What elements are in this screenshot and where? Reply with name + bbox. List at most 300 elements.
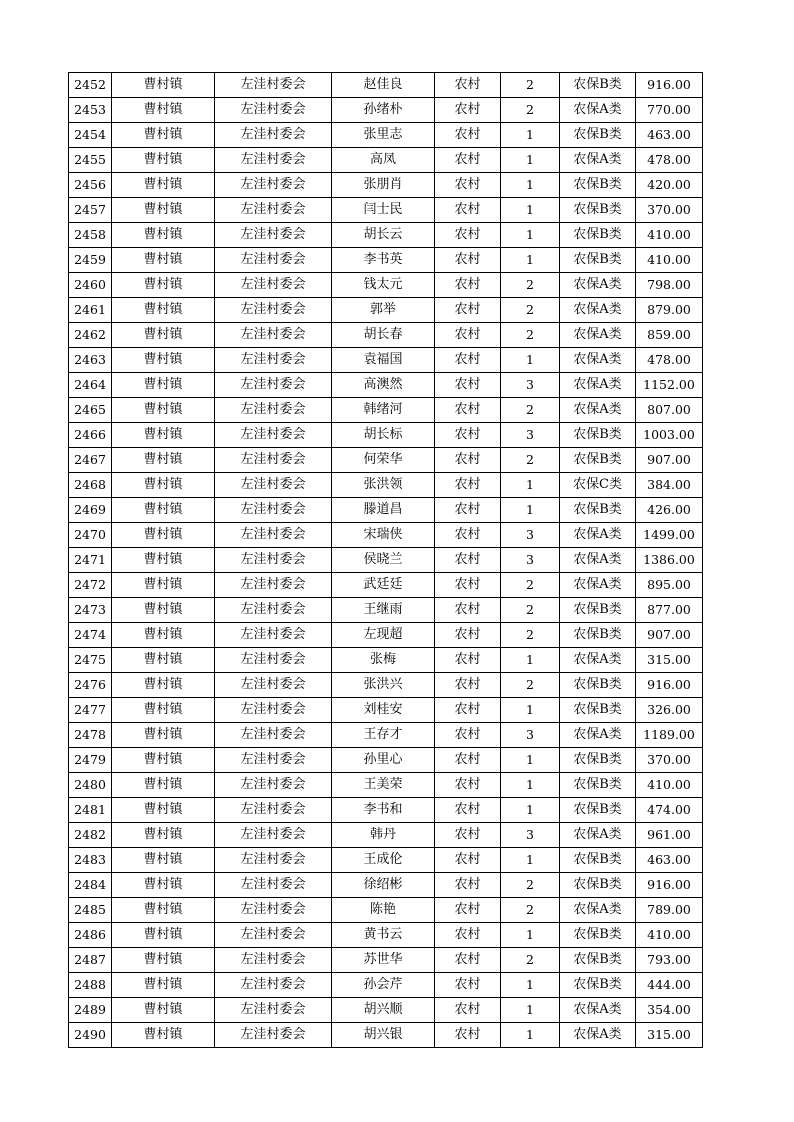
- serial-cell: 2473: [69, 598, 112, 623]
- household-size-cell: 2: [501, 398, 560, 423]
- area-type-cell: 农村: [435, 148, 501, 173]
- category-cell: 农保B类: [560, 973, 636, 998]
- amount-cell: 1003.00: [636, 423, 703, 448]
- village-committee-cell: 左洼村委会: [215, 73, 332, 98]
- amount-cell: 1499.00: [636, 523, 703, 548]
- serial-cell: 2454: [69, 123, 112, 148]
- table-row: [69, 848, 703, 873]
- area-type-cell: 农村: [435, 873, 501, 898]
- name-cell: 韩丹: [332, 823, 435, 848]
- town-cell: 曹村镇: [112, 1023, 215, 1048]
- village-committee-cell: 左洼村委会: [215, 548, 332, 573]
- town-cell: 曹村镇: [112, 173, 215, 198]
- category-cell: 农保B类: [560, 798, 636, 823]
- village-committee-cell: 左洼村委会: [215, 273, 332, 298]
- amount-cell: 444.00: [636, 973, 703, 998]
- name-cell: 胡长春: [332, 323, 435, 348]
- name-cell: 袁福国: [332, 348, 435, 373]
- household-size-cell: 2: [501, 673, 560, 698]
- village-committee-cell: 左洼村委会: [215, 673, 332, 698]
- category-cell: 农保B类: [560, 848, 636, 873]
- village-committee-cell: 左洼村委会: [215, 398, 332, 423]
- category-cell: 农保B类: [560, 423, 636, 448]
- area-type-cell: 农村: [435, 773, 501, 798]
- town-cell: 曹村镇: [112, 423, 215, 448]
- name-cell: 高凤: [332, 148, 435, 173]
- name-cell: 闫士民: [332, 198, 435, 223]
- table-row: [69, 948, 703, 973]
- amount-cell: 1152.00: [636, 373, 703, 398]
- amount-cell: 426.00: [636, 498, 703, 523]
- household-size-cell: 2: [501, 598, 560, 623]
- household-size-cell: 1: [501, 648, 560, 673]
- village-committee-cell: 左洼村委会: [215, 123, 332, 148]
- village-committee-cell: 左洼村委会: [215, 623, 332, 648]
- category-cell: 农保A类: [560, 273, 636, 298]
- town-cell: 曹村镇: [112, 598, 215, 623]
- area-type-cell: 农村: [435, 948, 501, 973]
- table-row: [69, 998, 703, 1023]
- area-type-cell: 农村: [435, 173, 501, 198]
- town-cell: 曹村镇: [112, 148, 215, 173]
- household-size-cell: 1: [501, 348, 560, 373]
- household-size-cell: 3: [501, 523, 560, 548]
- town-cell: 曹村镇: [112, 623, 215, 648]
- household-size-cell: 1: [501, 223, 560, 248]
- town-cell: 曹村镇: [112, 873, 215, 898]
- serial-cell: 2461: [69, 298, 112, 323]
- name-cell: 韩绪河: [332, 398, 435, 423]
- household-size-cell: 2: [501, 98, 560, 123]
- area-type-cell: 农村: [435, 723, 501, 748]
- town-cell: 曹村镇: [112, 198, 215, 223]
- village-committee-cell: 左洼村委会: [215, 298, 332, 323]
- serial-cell: 2457: [69, 198, 112, 223]
- category-cell: 农保B类: [560, 73, 636, 98]
- serial-cell: 2485: [69, 898, 112, 923]
- roster-body: [69, 73, 703, 1048]
- table-row: [69, 573, 703, 598]
- household-size-cell: 1: [501, 123, 560, 148]
- town-cell: 曹村镇: [112, 798, 215, 823]
- table-row: [69, 548, 703, 573]
- name-cell: 张朋肖: [332, 173, 435, 198]
- village-committee-cell: 左洼村委会: [215, 248, 332, 273]
- name-cell: 张洪领: [332, 473, 435, 498]
- household-size-cell: 2: [501, 623, 560, 648]
- name-cell: 李书和: [332, 798, 435, 823]
- table-row: [69, 648, 703, 673]
- serial-cell: 2476: [69, 673, 112, 698]
- town-cell: 曹村镇: [112, 523, 215, 548]
- household-size-cell: 2: [501, 273, 560, 298]
- amount-cell: 907.00: [636, 623, 703, 648]
- town-cell: 曹村镇: [112, 548, 215, 573]
- area-type-cell: 农村: [435, 323, 501, 348]
- household-size-cell: 3: [501, 823, 560, 848]
- village-committee-cell: 左洼村委会: [215, 923, 332, 948]
- area-type-cell: 农村: [435, 623, 501, 648]
- category-cell: 农保A类: [560, 373, 636, 398]
- amount-cell: 916.00: [636, 873, 703, 898]
- area-type-cell: 农村: [435, 423, 501, 448]
- household-size-cell: 1: [501, 798, 560, 823]
- village-committee-cell: 左洼村委会: [215, 448, 332, 473]
- name-cell: 左现超: [332, 623, 435, 648]
- category-cell: 农保A类: [560, 723, 636, 748]
- table-row: [69, 423, 703, 448]
- household-size-cell: 1: [501, 998, 560, 1023]
- table-row: [69, 173, 703, 198]
- town-cell: 曹村镇: [112, 823, 215, 848]
- amount-cell: 410.00: [636, 248, 703, 273]
- category-cell: 农保A类: [560, 98, 636, 123]
- table-row: [69, 723, 703, 748]
- serial-cell: 2481: [69, 798, 112, 823]
- amount-cell: 879.00: [636, 298, 703, 323]
- amount-cell: 807.00: [636, 398, 703, 423]
- table-row: [69, 598, 703, 623]
- category-cell: 农保A类: [560, 298, 636, 323]
- table-row: [69, 123, 703, 148]
- serial-cell: 2467: [69, 448, 112, 473]
- village-committee-cell: 左洼村委会: [215, 998, 332, 1023]
- name-cell: 侯晓兰: [332, 548, 435, 573]
- household-size-cell: 1: [501, 748, 560, 773]
- amount-cell: 463.00: [636, 848, 703, 873]
- town-cell: 曹村镇: [112, 498, 215, 523]
- table-row: [69, 923, 703, 948]
- amount-cell: 410.00: [636, 923, 703, 948]
- category-cell: 农保A类: [560, 348, 636, 373]
- village-committee-cell: 左洼村委会: [215, 698, 332, 723]
- town-cell: 曹村镇: [112, 323, 215, 348]
- category-cell: 农保A类: [560, 1023, 636, 1048]
- table-row: [69, 973, 703, 998]
- table-row: [69, 73, 703, 98]
- household-size-cell: 1: [501, 173, 560, 198]
- table-row: [69, 798, 703, 823]
- town-cell: 曹村镇: [112, 273, 215, 298]
- table-row: [69, 148, 703, 173]
- village-committee-cell: 左洼村委会: [215, 323, 332, 348]
- amount-cell: 474.00: [636, 798, 703, 823]
- area-type-cell: 农村: [435, 923, 501, 948]
- household-size-cell: 3: [501, 548, 560, 573]
- town-cell: 曹村镇: [112, 73, 215, 98]
- amount-cell: 798.00: [636, 273, 703, 298]
- category-cell: 农保A类: [560, 523, 636, 548]
- serial-cell: 2477: [69, 698, 112, 723]
- amount-cell: 370.00: [636, 198, 703, 223]
- category-cell: 农保B类: [560, 248, 636, 273]
- category-cell: 农保A类: [560, 323, 636, 348]
- name-cell: 王美荣: [332, 773, 435, 798]
- serial-cell: 2458: [69, 223, 112, 248]
- category-cell: 农保B类: [560, 598, 636, 623]
- name-cell: 胡长云: [332, 223, 435, 248]
- village-committee-cell: 左洼村委会: [215, 473, 332, 498]
- name-cell: 王成伦: [332, 848, 435, 873]
- area-type-cell: 农村: [435, 298, 501, 323]
- serial-cell: 2469: [69, 498, 112, 523]
- roster-table: [68, 72, 703, 1048]
- amount-cell: 916.00: [636, 673, 703, 698]
- village-committee-cell: 左洼村委会: [215, 848, 332, 873]
- name-cell: 孙会芹: [332, 973, 435, 998]
- serial-cell: 2459: [69, 248, 112, 273]
- category-cell: 农保B类: [560, 673, 636, 698]
- area-type-cell: 农村: [435, 123, 501, 148]
- name-cell: 苏世华: [332, 948, 435, 973]
- area-type-cell: 农村: [435, 223, 501, 248]
- category-cell: 农保B类: [560, 773, 636, 798]
- household-size-cell: 2: [501, 573, 560, 598]
- serial-cell: 2463: [69, 348, 112, 373]
- village-committee-cell: 左洼村委会: [215, 573, 332, 598]
- village-committee-cell: 左洼村委会: [215, 898, 332, 923]
- area-type-cell: 农村: [435, 273, 501, 298]
- amount-cell: 410.00: [636, 223, 703, 248]
- category-cell: 农保A类: [560, 398, 636, 423]
- category-cell: 农保B类: [560, 223, 636, 248]
- village-committee-cell: 左洼村委会: [215, 973, 332, 998]
- amount-cell: 384.00: [636, 473, 703, 498]
- household-size-cell: 2: [501, 73, 560, 98]
- town-cell: 曹村镇: [112, 923, 215, 948]
- name-cell: 胡兴顺: [332, 998, 435, 1023]
- table-row: [69, 523, 703, 548]
- serial-cell: 2488: [69, 973, 112, 998]
- village-committee-cell: 左洼村委会: [215, 873, 332, 898]
- town-cell: 曹村镇: [112, 223, 215, 248]
- serial-cell: 2483: [69, 848, 112, 873]
- amount-cell: 410.00: [636, 773, 703, 798]
- serial-cell: 2453: [69, 98, 112, 123]
- area-type-cell: 农村: [435, 573, 501, 598]
- area-type-cell: 农村: [435, 998, 501, 1023]
- amount-cell: 478.00: [636, 148, 703, 173]
- household-size-cell: 2: [501, 873, 560, 898]
- serial-cell: 2456: [69, 173, 112, 198]
- category-cell: 农保B类: [560, 748, 636, 773]
- table-row: [69, 323, 703, 348]
- category-cell: 农保B类: [560, 948, 636, 973]
- village-committee-cell: 左洼村委会: [215, 773, 332, 798]
- amount-cell: 315.00: [636, 1023, 703, 1048]
- area-type-cell: 农村: [435, 398, 501, 423]
- amount-cell: 1189.00: [636, 723, 703, 748]
- serial-cell: 2475: [69, 648, 112, 673]
- town-cell: 曹村镇: [112, 373, 215, 398]
- household-size-cell: 2: [501, 948, 560, 973]
- table-row: [69, 1023, 703, 1048]
- area-type-cell: 农村: [435, 448, 501, 473]
- area-type-cell: 农村: [435, 1023, 501, 1048]
- name-cell: 刘桂安: [332, 698, 435, 723]
- category-cell: 农保A类: [560, 648, 636, 673]
- amount-cell: 1386.00: [636, 548, 703, 573]
- area-type-cell: 农村: [435, 823, 501, 848]
- town-cell: 曹村镇: [112, 673, 215, 698]
- category-cell: 农保B类: [560, 498, 636, 523]
- category-cell: 农保A类: [560, 148, 636, 173]
- amount-cell: 354.00: [636, 998, 703, 1023]
- village-committee-cell: 左洼村委会: [215, 523, 332, 548]
- table-row: [69, 98, 703, 123]
- amount-cell: 463.00: [636, 123, 703, 148]
- town-cell: 曹村镇: [112, 848, 215, 873]
- name-cell: 张里志: [332, 123, 435, 148]
- amount-cell: 770.00: [636, 98, 703, 123]
- serial-cell: 2464: [69, 373, 112, 398]
- area-type-cell: 农村: [435, 248, 501, 273]
- town-cell: 曹村镇: [112, 298, 215, 323]
- town-cell: 曹村镇: [112, 748, 215, 773]
- name-cell: 陈艳: [332, 898, 435, 923]
- serial-cell: 2487: [69, 948, 112, 973]
- category-cell: 农保B类: [560, 173, 636, 198]
- table-row: [69, 273, 703, 298]
- name-cell: 高澳然: [332, 373, 435, 398]
- serial-cell: 2470: [69, 523, 112, 548]
- serial-cell: 2468: [69, 473, 112, 498]
- town-cell: 曹村镇: [112, 473, 215, 498]
- area-type-cell: 农村: [435, 498, 501, 523]
- village-committee-cell: 左洼村委会: [215, 498, 332, 523]
- household-size-cell: 1: [501, 473, 560, 498]
- name-cell: 郭举: [332, 298, 435, 323]
- name-cell: 胡长标: [332, 423, 435, 448]
- household-size-cell: 2: [501, 898, 560, 923]
- village-committee-cell: 左洼村委会: [215, 948, 332, 973]
- name-cell: 武廷廷: [332, 573, 435, 598]
- area-type-cell: 农村: [435, 473, 501, 498]
- village-committee-cell: 左洼村委会: [215, 723, 332, 748]
- household-size-cell: 3: [501, 373, 560, 398]
- area-type-cell: 农村: [435, 373, 501, 398]
- household-size-cell: 1: [501, 773, 560, 798]
- village-committee-cell: 左洼村委会: [215, 598, 332, 623]
- name-cell: 王存才: [332, 723, 435, 748]
- village-committee-cell: 左洼村委会: [215, 373, 332, 398]
- household-size-cell: 1: [501, 848, 560, 873]
- town-cell: 曹村镇: [112, 573, 215, 598]
- category-cell: 农保A类: [560, 898, 636, 923]
- village-committee-cell: 左洼村委会: [215, 648, 332, 673]
- name-cell: 胡兴银: [332, 1023, 435, 1048]
- amount-cell: 370.00: [636, 748, 703, 773]
- category-cell: 农保B类: [560, 623, 636, 648]
- town-cell: 曹村镇: [112, 698, 215, 723]
- town-cell: 曹村镇: [112, 948, 215, 973]
- household-size-cell: 1: [501, 1023, 560, 1048]
- area-type-cell: 农村: [435, 523, 501, 548]
- category-cell: 农保A类: [560, 823, 636, 848]
- household-size-cell: 1: [501, 973, 560, 998]
- name-cell: 赵佳良: [332, 73, 435, 98]
- household-size-cell: 1: [501, 698, 560, 723]
- category-cell: 农保B类: [560, 698, 636, 723]
- town-cell: 曹村镇: [112, 398, 215, 423]
- serial-cell: 2452: [69, 73, 112, 98]
- area-type-cell: 农村: [435, 798, 501, 823]
- name-cell: 李书英: [332, 248, 435, 273]
- table-row: [69, 398, 703, 423]
- town-cell: 曹村镇: [112, 448, 215, 473]
- table-row: [69, 248, 703, 273]
- serial-cell: 2478: [69, 723, 112, 748]
- village-committee-cell: 左洼村委会: [215, 148, 332, 173]
- amount-cell: 877.00: [636, 598, 703, 623]
- amount-cell: 859.00: [636, 323, 703, 348]
- name-cell: 孙里心: [332, 748, 435, 773]
- table-row: [69, 298, 703, 323]
- category-cell: 农保B类: [560, 448, 636, 473]
- town-cell: 曹村镇: [112, 998, 215, 1023]
- table-row: [69, 198, 703, 223]
- amount-cell: 916.00: [636, 73, 703, 98]
- serial-cell: 2474: [69, 623, 112, 648]
- village-committee-cell: 左洼村委会: [215, 348, 332, 373]
- serial-cell: 2471: [69, 548, 112, 573]
- amount-cell: 789.00: [636, 898, 703, 923]
- name-cell: 钱太元: [332, 273, 435, 298]
- amount-cell: 895.00: [636, 573, 703, 598]
- serial-cell: 2484: [69, 873, 112, 898]
- serial-cell: 2489: [69, 998, 112, 1023]
- serial-cell: 2486: [69, 923, 112, 948]
- town-cell: 曹村镇: [112, 648, 215, 673]
- household-size-cell: 2: [501, 448, 560, 473]
- name-cell: 王继雨: [332, 598, 435, 623]
- area-type-cell: 农村: [435, 973, 501, 998]
- village-committee-cell: 左洼村委会: [215, 173, 332, 198]
- table-row: [69, 473, 703, 498]
- table-row: [69, 373, 703, 398]
- table-row: [69, 748, 703, 773]
- serial-cell: 2462: [69, 323, 112, 348]
- household-size-cell: 3: [501, 423, 560, 448]
- village-committee-cell: 左洼村委会: [215, 423, 332, 448]
- area-type-cell: 农村: [435, 748, 501, 773]
- name-cell: 孙绪朴: [332, 98, 435, 123]
- area-type-cell: 农村: [435, 673, 501, 698]
- town-cell: 曹村镇: [112, 973, 215, 998]
- village-committee-cell: 左洼村委会: [215, 1023, 332, 1048]
- table-row: [69, 448, 703, 473]
- serial-cell: 2479: [69, 748, 112, 773]
- name-cell: 徐绍彬: [332, 873, 435, 898]
- household-size-cell: 2: [501, 323, 560, 348]
- serial-cell: 2455: [69, 148, 112, 173]
- household-size-cell: 2: [501, 298, 560, 323]
- name-cell: 宋瑞侠: [332, 523, 435, 548]
- name-cell: 何荣华: [332, 448, 435, 473]
- household-size-cell: 1: [501, 248, 560, 273]
- area-type-cell: 农村: [435, 648, 501, 673]
- amount-cell: 961.00: [636, 823, 703, 848]
- table-row: [69, 223, 703, 248]
- category-cell: 农保A类: [560, 548, 636, 573]
- village-committee-cell: 左洼村委会: [215, 823, 332, 848]
- town-cell: 曹村镇: [112, 723, 215, 748]
- amount-cell: 793.00: [636, 948, 703, 973]
- village-committee-cell: 左洼村委会: [215, 223, 332, 248]
- category-cell: 农保C类: [560, 473, 636, 498]
- table-row: [69, 898, 703, 923]
- town-cell: 曹村镇: [112, 123, 215, 148]
